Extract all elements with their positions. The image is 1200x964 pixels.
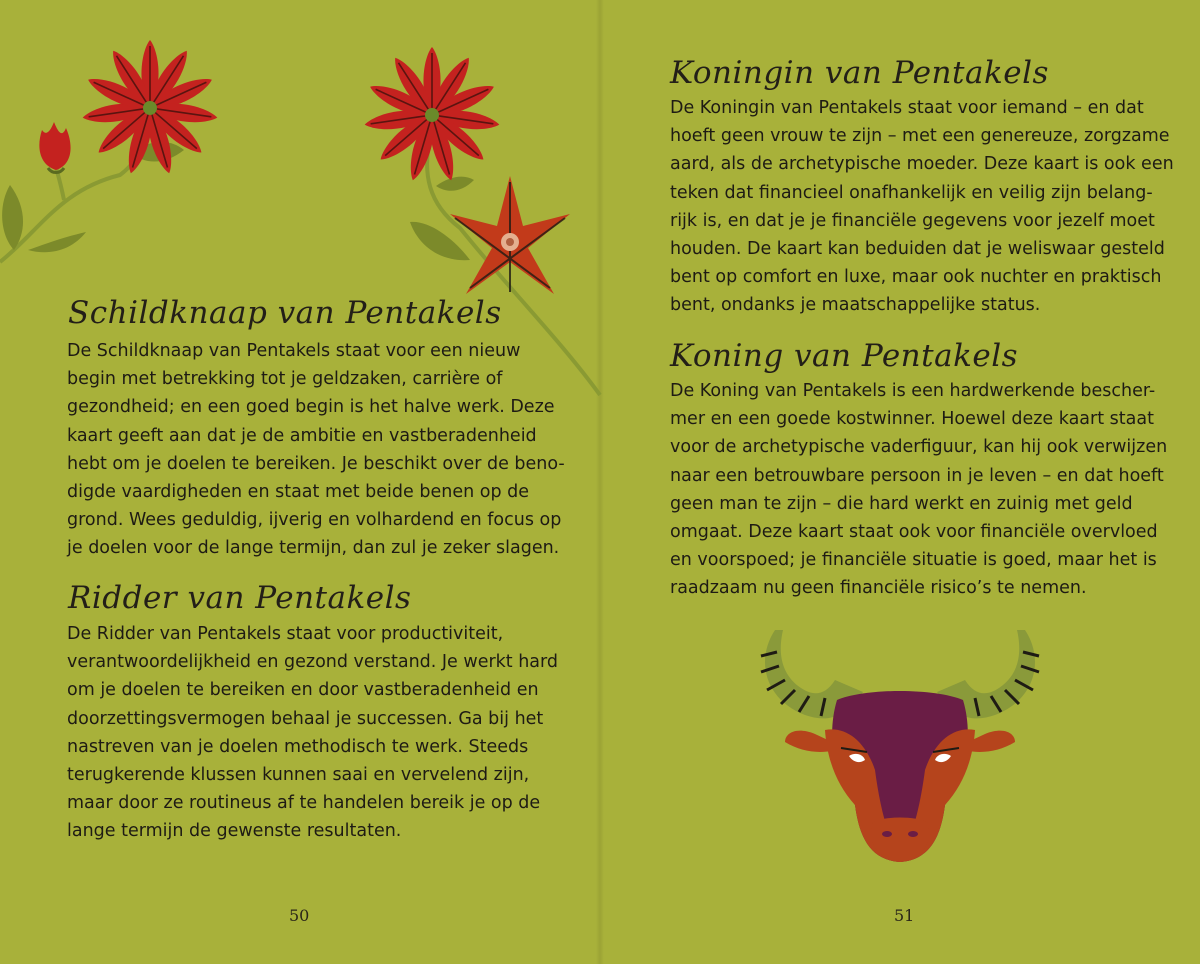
- section-heading-koningin: Koningin van Pentakels: [670, 55, 1049, 91]
- flower-bud: [39, 122, 70, 173]
- leaf: [2, 185, 23, 250]
- flower-center: [425, 108, 439, 122]
- leaf: [28, 232, 86, 252]
- section-body-koning: De Koning van Pentakels is een hardwerkende bescher- mer en een goede kostwinner. Hoewel deze kaart staat voor de archetypische vaderfiguur, kan hij ook verwijzen naar een betrouwbare persoon in je leven – en dat hoeft geen man te zijn – die hard werkt en zuinig met geld omgaat. Deze kaart staat ook voor financiële overvloed en voorspoed; je financiële situatie is goed, maar het is raadzaam nu geen financiële risico’s te nemen.: [670, 381, 1168, 599]
- section-heading-ridder: Ridder van Pentakels: [68, 580, 412, 616]
- section-heading-schildknaap: Schildknaap van Pentakels: [68, 295, 502, 331]
- section-body-schildknaap: De Schildknaap van Pentakels staat voor een nieuw begin met betrekking tot je geldzaken, carrière of gezondheid; en een goed begin is het halve werk. Deze kaart geeft aan dat je de ambitie en vastberadenheid hebt om je doelen te bereiken. Je beschikt over de beno- digde vaardigheden en staat met beide benen op de grond. Wees geduldig, ijverig en volhardend en focus op je doelen voor de lange termijn, dan zul je zeker slagen.: [67, 341, 565, 559]
- leaf: [436, 177, 474, 191]
- right-page: [600, 0, 1200, 964]
- section-heading-koning: Koning van Pentakels: [670, 338, 1019, 374]
- left-nostril: [882, 831, 892, 837]
- right-nostril: [908, 831, 918, 837]
- section-body-ridder: De Ridder van Pentakels staat voor productiviteit, verantwoordelijkheid en gezond verstand. Je werkt hard om je doelen te bereiken en door vastberadenheid en doorzettingsvermogen behaal je successen. Ga bij het nastreven van je doelen methodisch te werk. Steeds terugkerende klussen kunnen saai en vervelend zijn, maar door ze routineus af te handelen bereik je op de lange termijn de gewenste resultaten.: [67, 624, 559, 842]
- section-body-koningin: De Koningin van Pentakels staat voor iemand – en dat hoeft geen vrouw te zijn – met een genereuze, zorgzame aard, als de archetypische moeder. Deze kaart is ook een teken dat financieel onafhankelijk en veilig zijn belang- rijk is, en dat je je financiële gegevens voor jezelf moet houden. De kaart kan beduiden dat je weliswaar gesteld bent op comfort en luxe, maar ook nuchter en praktisch bent, ondanks je maatschappelijke status.: [670, 98, 1174, 316]
- bull-head-illustration: [755, 630, 1055, 870]
- page-number: 50: [289, 906, 310, 925]
- flower-center: [143, 101, 157, 115]
- page-number: 51: [894, 906, 915, 925]
- red-flower: [363, 47, 500, 183]
